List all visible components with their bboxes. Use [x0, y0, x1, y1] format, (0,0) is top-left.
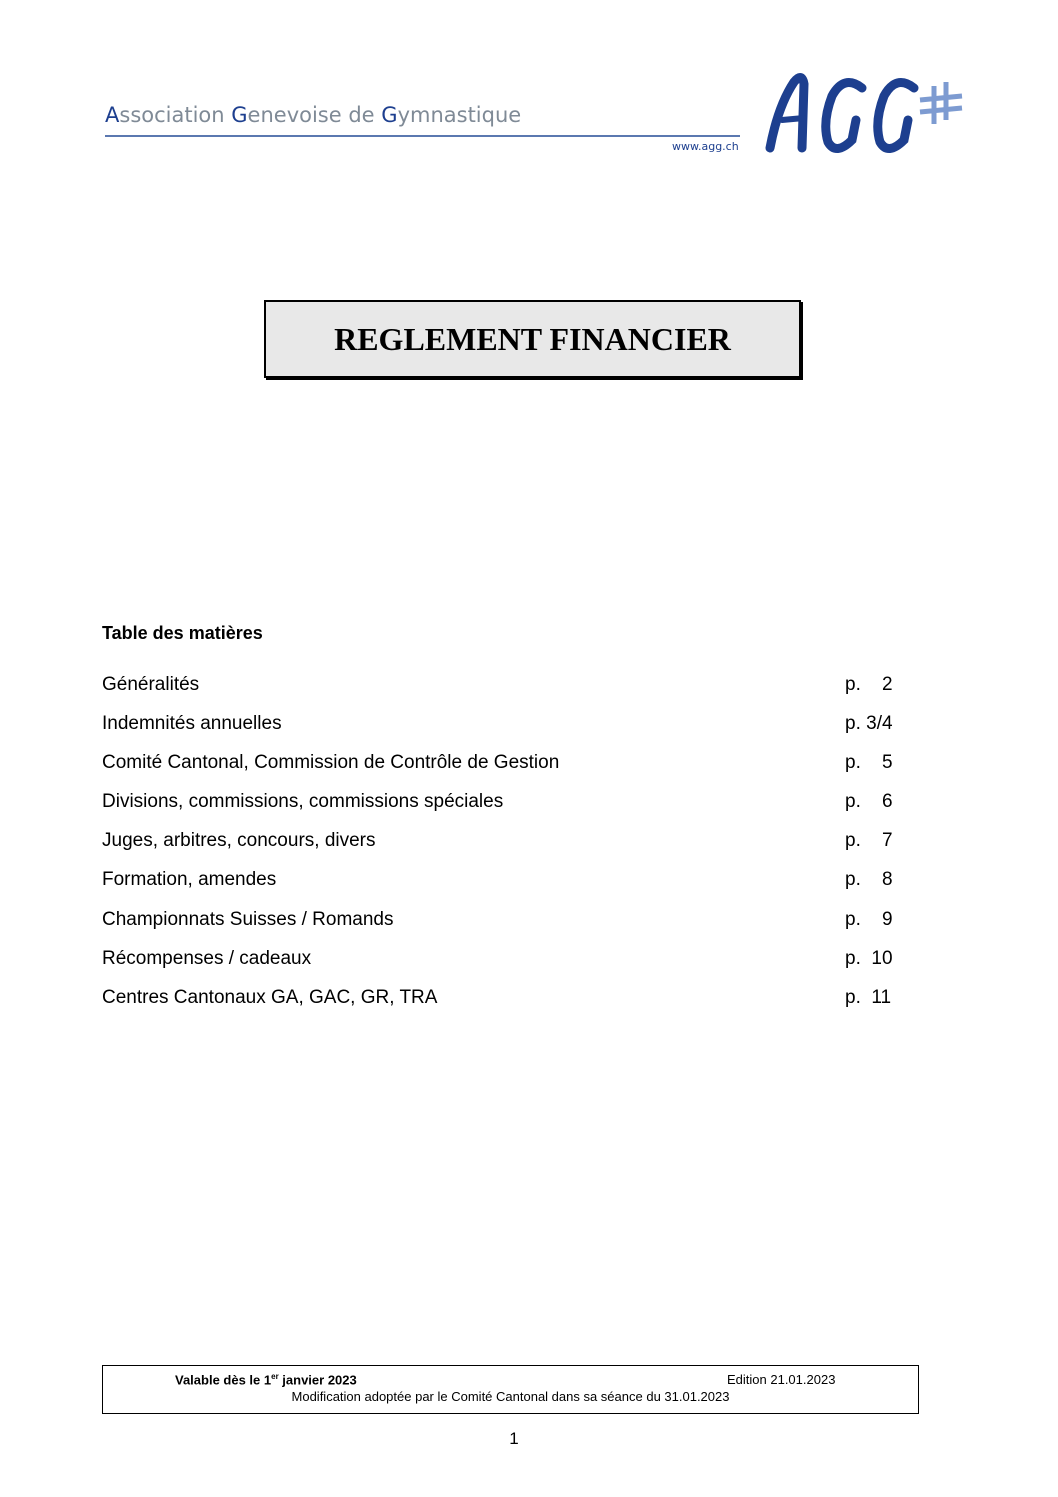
document-title: REGLEMENT FINANCIER: [334, 320, 731, 357]
toc-item: [102, 948, 902, 987]
toc-item-label: Centres Cantonaux GA, GAC, GR, TRA: [102, 986, 438, 1008]
modification-note: Modification adoptée par le Comité Cantonal dans sa séance du 31.01.2023: [291, 1389, 730, 1404]
organization-name: [105, 103, 521, 127]
logo-letter-g2: [878, 83, 914, 149]
toc-item: [102, 909, 902, 948]
toc-item-label: Divisions, commissions, commissions spéciales: [102, 791, 504, 813]
toc-heading: Table des matières: [102, 623, 263, 643]
edition-date: Edition 21.01.2023: [727, 1372, 836, 1387]
agg-logo: [764, 66, 974, 158]
toc-item-label: Comité Cantonal, Commission de Contrôle de Gestion: [102, 752, 560, 774]
logo-swiss-cross: [920, 82, 962, 124]
toc-item-page: p. 7: [845, 830, 893, 852]
toc-item: [102, 674, 902, 713]
toc-item: [102, 830, 902, 869]
toc-item: [102, 987, 902, 1026]
toc-item-page: p. 9: [845, 908, 893, 930]
toc-item-label: Championnats Suisses / Romands: [102, 908, 394, 930]
org-part-2: Genevoise de: [231, 103, 382, 127]
document-title-box: [264, 300, 801, 378]
org-part-3: Gymnastique: [381, 103, 522, 127]
toc-item-page: p. 6: [845, 791, 893, 813]
logo-letter-g1: [826, 83, 862, 149]
website-url: www.agg.ch: [672, 140, 739, 153]
toc-item-label: Généralités: [102, 674, 200, 695]
toc-item-page: p. 8: [845, 869, 893, 891]
validity-date: Valable dès le 1er janvier 2023: [175, 1372, 357, 1388]
toc-item: [102, 752, 902, 791]
toc-item-label: Juges, arbitres, concours, divers: [102, 830, 376, 852]
footer-box: [102, 1365, 919, 1414]
toc-item: [102, 791, 902, 830]
toc-item-label: Formation, amendes: [102, 869, 277, 891]
toc-item-page: p. 2: [845, 674, 893, 695]
logo-letter-a: [770, 77, 804, 148]
logo-letter-a-bar: [782, 118, 804, 120]
page-number: 1: [509, 1429, 519, 1448]
toc-item-label: Récompenses / cadeaux: [102, 947, 312, 969]
toc-item: [102, 713, 902, 752]
toc-item-page: p. 11: [845, 986, 892, 1008]
toc-item-page: p. 5: [845, 752, 893, 774]
toc-item-page: p. 3/4: [845, 713, 893, 735]
toc-item: [102, 869, 902, 908]
table-of-contents: [102, 674, 902, 1026]
org-part-1: Association: [105, 103, 232, 127]
toc-item-label: Indemnités annuelles: [102, 713, 282, 735]
toc-item-page: p. 10: [845, 947, 893, 969]
header-rule: [105, 135, 740, 137]
